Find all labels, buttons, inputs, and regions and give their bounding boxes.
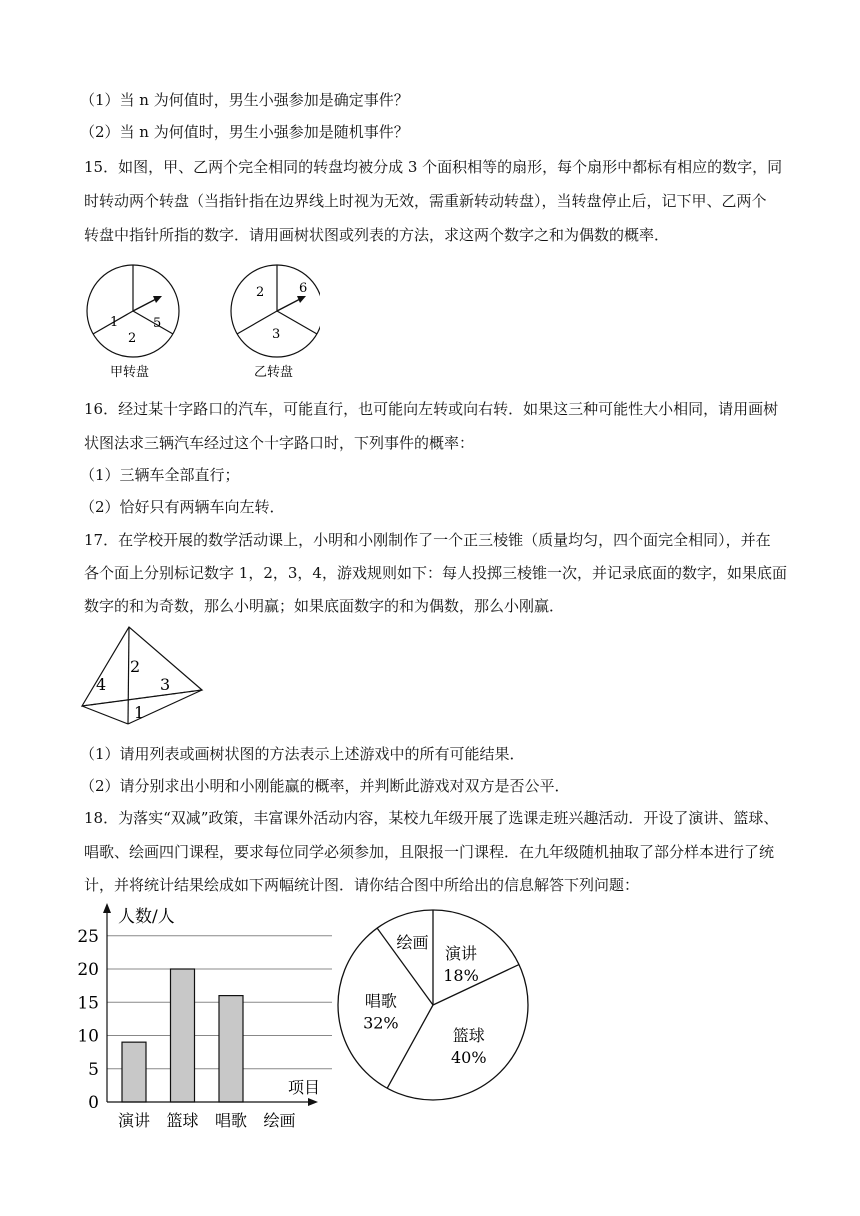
bar-3: [219, 996, 243, 1102]
spinners-figure: [80, 258, 320, 383]
pyramid-face-2: 2: [130, 657, 141, 676]
pie-slice-percent-2: 40%: [450, 1048, 487, 1068]
spinner-yi-label: 乙转盘: [254, 365, 294, 380]
bar-1: [122, 1042, 146, 1102]
spinner-yi-num-3: 3: [272, 327, 281, 342]
spinner-jia-num-2: 5: [153, 316, 162, 331]
q18-line3: 计，并将统计结果绘成如下两幅统计图．请你结合图中所给出的信息解答下列问题：: [84, 876, 640, 894]
bar-ytick-label: 25: [77, 926, 99, 947]
pie-slice-percent-3: 32%: [363, 1013, 399, 1033]
q14-sub1: （1）当 n 为何值时，男生小强参加是确定事件？: [80, 91, 409, 109]
bar-xlabel: 项目: [288, 1078, 321, 1097]
spinner-jia-label: 甲转盘: [110, 365, 150, 380]
bar-xtick-label: 演讲: [117, 1111, 151, 1130]
bar-ytick-label: 15: [77, 993, 99, 1014]
bar-ytick-label: 20: [77, 960, 99, 980]
bar-ylabel: 人数/人: [118, 907, 175, 927]
pie-chart: [330, 900, 540, 1110]
pyramid-face-4: 4: [96, 675, 107, 694]
q15-line2: 时转动两个转盘（当指针指在边界线上时视为无效，需重新转动转盘），当转盘停止后，记下甲、乙两个: [84, 192, 767, 210]
q17-sub2: （2）请分别求出小明和小刚能赢的概率，并判断此游戏对双方是否公平．: [80, 777, 570, 795]
spinner-yi: [231, 265, 320, 357]
q16-sub2: （2）恰好只有两辆车向左转．: [80, 498, 285, 516]
q17-line3: 数字的和为奇数，那么小明赢；如果底面数字的和为偶数，那么小刚赢．: [84, 597, 565, 615]
spinner-jia-num-1: 1: [110, 315, 119, 330]
pie-slice-label-2: 篮球: [452, 1026, 485, 1046]
spinner-jia: [87, 265, 179, 357]
spinner-yi-num-1: 2: [256, 285, 265, 300]
q17-line2: 各个面上分别标记数字 1，2，3，4，游戏规则如下：每人投掷三棱锥一次，并记录底面的数字，如果底面: [84, 564, 787, 582]
spinner-jia-num-3: 2: [128, 331, 137, 346]
q18-line2: 唱歌、绘画四门课程，要求每位同学必须参加，且限报一门课程．在九年级随机抽取了部分样本进行了统: [84, 843, 775, 861]
pie-slice-label-4: 绘画: [396, 932, 429, 952]
q16-sub1: （1）三辆车全部直行；: [80, 466, 240, 484]
q15-line3: 转盘中指针所指的数字．请用画树状图或列表的方法，求这两个数字之和为偶数的概率．: [84, 226, 670, 244]
bar-xtick-label: 篮球: [166, 1111, 199, 1130]
bar-chart: [60, 900, 340, 1135]
q18-line1: 18．为落实“双减”政策，丰富课外活动内容，某校九年级开展了选课走班兴趣活动．开设了演讲、篮球、: [84, 809, 779, 827]
q17-line1: 17．在学校开展的数学活动课上，小明和小刚制作了一个正三棱锥（质量均匀，四个面完全相同），并在: [84, 531, 771, 549]
pie-slice-label-3: 唱歌: [364, 991, 397, 1011]
pyramid-face-3: 3: [160, 675, 171, 694]
bar-xtick-label: 绘画: [263, 1111, 296, 1130]
pie-slice-percent-1: 18%: [443, 965, 479, 985]
bar-y-axis-arrow: [103, 903, 111, 913]
pyramid-figure: [78, 626, 208, 726]
q16-line2: 状图法求三辆汽车经过这个十字路口时，下列事件的概率：: [84, 434, 475, 452]
bar-ytick-label: 5: [88, 1059, 99, 1080]
bar-ytick-label: 0: [88, 1093, 99, 1113]
bar-2: [171, 969, 195, 1102]
q15-line1: 15．如图，甲、乙两个完全相同的转盘均被分成 3 个面积相等的扇形，每个扇形中都标有相应的数字，同: [84, 158, 783, 176]
spinner-yi-num-2: 6: [299, 281, 308, 296]
q17-sub1: （1）请用列表或画树状图的方法表示上述游戏中的所有可能结果．: [80, 745, 525, 763]
bar-ytick-label: 10: [77, 1026, 99, 1047]
pie-slice-label-1: 演讲: [444, 943, 478, 963]
bar-x-axis-arrow: [308, 1098, 318, 1106]
bar-xtick-label: 唱歌: [214, 1111, 248, 1130]
pyramid-face-1: 1: [134, 703, 145, 722]
q16-line1: 16．经过某十字路口的汽车，可能直行，也可能向左转或向右转．如果这三种可能性大小相同，请用画树: [84, 400, 779, 418]
q14-sub2: （2）当 n 为何值时，男生小强参加是随机事件？: [80, 123, 409, 141]
